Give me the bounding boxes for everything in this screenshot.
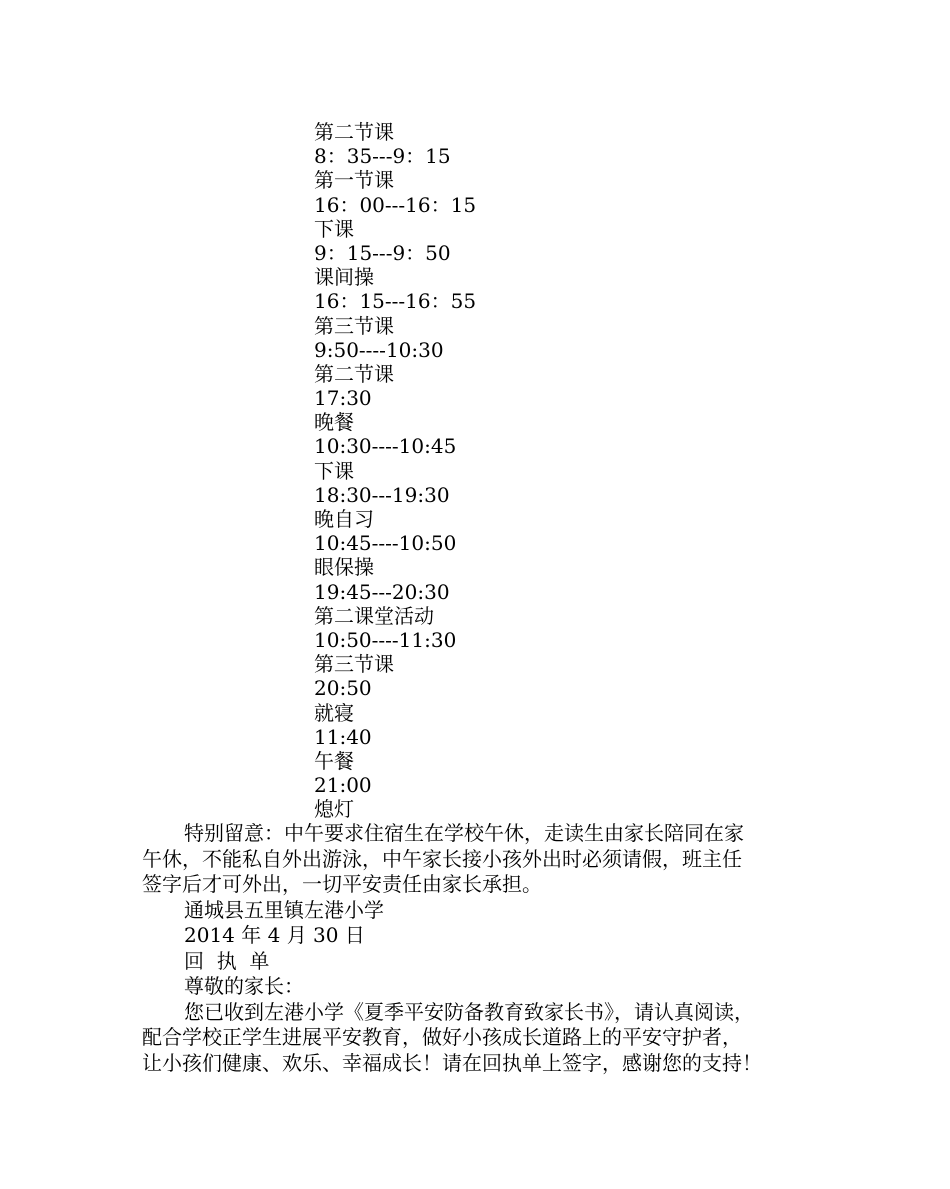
schedule-time: 19:45---20:30 — [314, 579, 450, 604]
schedule-time: 21:00 — [314, 773, 372, 798]
schedule-activity: 眼保操 — [314, 555, 374, 580]
receipt-body-line: 让小孩们健康、欢乐、幸福成长！请在回执单上签字，感谢您的支持！ — [142, 1050, 762, 1075]
schedule-activity: 晚自习 — [314, 507, 374, 531]
schedule-time: 20:50 — [314, 676, 372, 701]
schedule-time: 17:30 — [314, 386, 372, 411]
schedule-activity: 第二课堂活动 — [314, 603, 434, 628]
letter-body — [142, 821, 842, 1076]
schedule-activity: 课间操 — [314, 265, 374, 290]
letter-date: 2014 年 4 月 30 日 — [184, 923, 365, 947]
schedule-time: 9：15---9：50 — [314, 240, 451, 265]
schedule-activity: 午餐 — [314, 748, 354, 773]
schedule-time: 9:50----10:30 — [314, 337, 444, 362]
schedule-activity: 下课 — [314, 216, 354, 241]
notice-line: 签字后才可外出，一切平安责任由家长承担。 — [142, 872, 542, 896]
schedule-time: 11:40 — [314, 724, 372, 749]
schedule-time: 10:45----10:50 — [314, 531, 457, 556]
schedule-activity: 第三节课 — [314, 652, 394, 677]
schedule-time: 8：35---9：15 — [314, 144, 451, 169]
receipt-body-line: 您已收到左港小学《夏季平安防备教育致家长书》，请认真阅读， — [184, 999, 754, 1024]
schedule-activity: 熄灯 — [314, 797, 354, 822]
schedule-time: 16：00---16：15 — [314, 192, 477, 217]
schedule-activity: 第一节课 — [314, 168, 394, 193]
special-notice — [142, 821, 842, 847]
schedule-activity: 第二节课 — [314, 361, 394, 386]
daily-schedule-list — [314, 120, 476, 821]
schedule-time: 16：15---16：55 — [314, 289, 477, 314]
receipt-greeting: 尊敬的家长： — [184, 974, 304, 998]
schedule-activity: 晚餐 — [314, 410, 354, 435]
receipt-title: 回 执 单 — [184, 948, 270, 973]
school-name: 通城县五里镇左港小学 — [184, 897, 384, 922]
notice-line: 午休，不能私自外出游泳，中午家长接小孩外出时必须请假，班主任 — [142, 846, 742, 871]
schedule-time: 18:30---19:30 — [314, 482, 450, 507]
schedule-activity: 第二节课 — [314, 120, 394, 144]
receipt-body-line: 配合学校正学生进展平安教育，做好小孩成长道路上的平安守护者， — [142, 1025, 742, 1049]
schedule-activity: 就寝 — [314, 700, 354, 725]
schedule-time: 10:30----10:45 — [314, 434, 457, 459]
schedule-activity: 下课 — [314, 458, 354, 483]
schedule-activity: 第三节课 — [314, 313, 394, 338]
special-notice-continued — [142, 847, 842, 898]
notice-line: 特别留意：中午要求住宿生在学校午休，走读生由家长陪同在家 — [184, 821, 744, 845]
schedule-time: 10:50----11:30 — [314, 627, 457, 652]
